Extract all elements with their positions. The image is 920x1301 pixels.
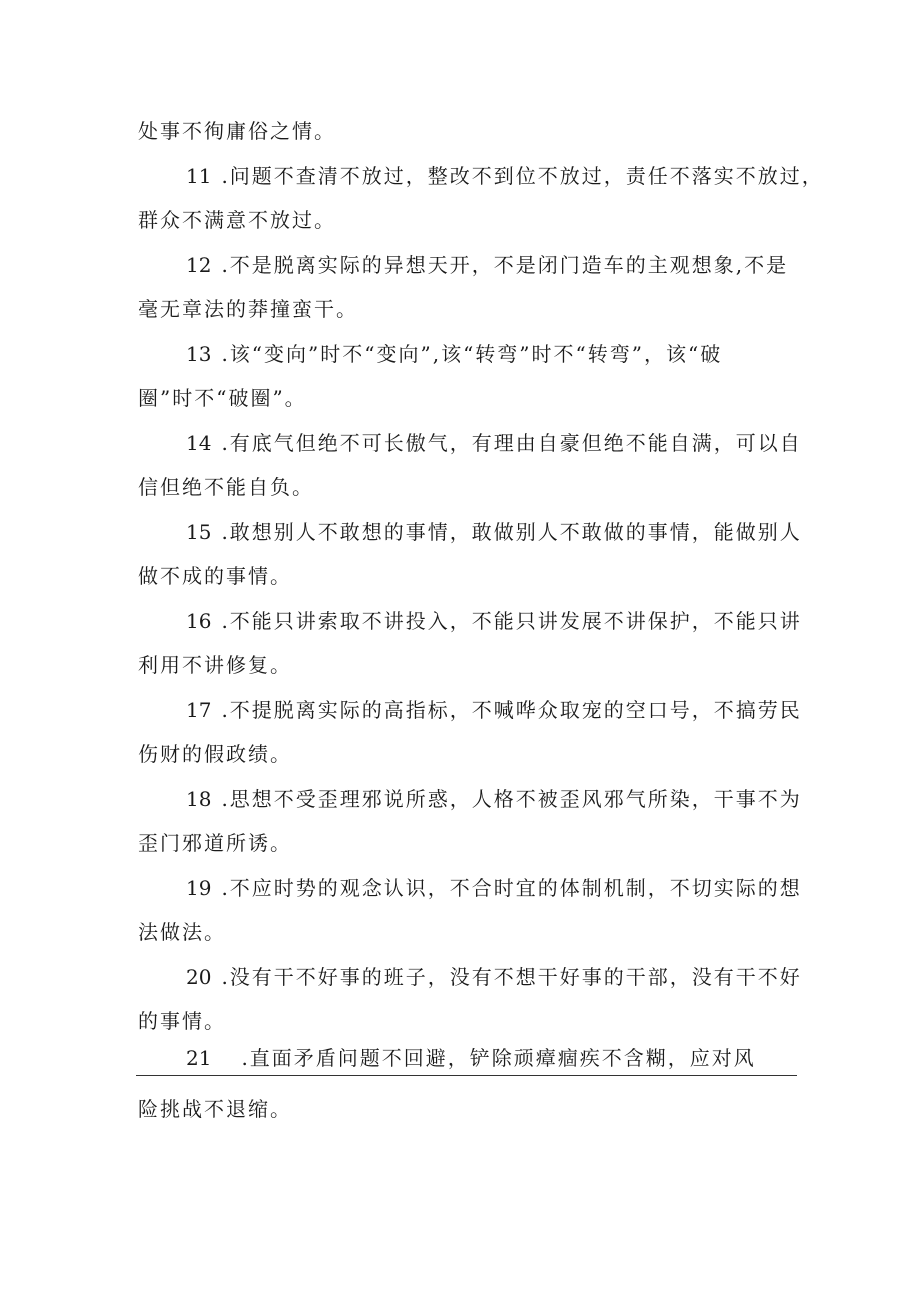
line-text: 群众不满意不放过。 [138, 208, 336, 232]
line-text: .问题不查清不放过，整改不到位不放过，责任不落实不放过， [221, 164, 824, 188]
line-text: .不应时势的观念认识，不合时宜的体制机制，不切实际的想 [221, 876, 802, 900]
line-text: 处事不徇庸俗之情。 [138, 119, 336, 143]
line-text: 利用不讲修复。 [138, 653, 292, 677]
line-text: 圈”时不“破圈”。 [138, 386, 307, 410]
line-text: 伤财的假政绩。 [138, 742, 292, 766]
line-text: .不是脱离实际的异想天开，不是闭门造车的主观想象,不是 [221, 253, 789, 277]
item-number: 19 [186, 876, 212, 900]
paragraph-line [138, 294, 798, 324]
list-item-17 [186, 695, 802, 725]
line-text: 的事情。 [138, 1009, 226, 1033]
list-item-20 [186, 962, 802, 992]
paragraph-line [138, 383, 798, 413]
item-number: 13 [186, 342, 212, 366]
line-text: .不能只讲索取不讲投入，不能只讲发展不讲保护，不能只讲 [221, 609, 802, 633]
paragraph-line [138, 1006, 798, 1036]
horizontal-rule [136, 1075, 797, 1076]
line-text: 歪门邪道所诱。 [138, 831, 292, 855]
paragraph-line [138, 561, 798, 591]
line-text: .不提脱离实际的高指标，不喊哗众取宠的空口号，不搞劳民 [221, 698, 802, 722]
list-item-16 [186, 606, 802, 636]
list-item-12 [186, 250, 798, 280]
list-item-14 [186, 428, 802, 458]
paragraph-line [138, 917, 798, 947]
item-number: 21 [186, 1046, 212, 1070]
line-text: .直面矛盾问题不回避，铲除顽瘴痼疾不含糊，应对风 [241, 1046, 756, 1070]
item-number: 20 [186, 965, 212, 989]
paragraph-line [138, 472, 798, 502]
paragraph-line [138, 1094, 798, 1124]
line-text: 信但绝不能自负。 [138, 475, 314, 499]
list-item-21 [186, 1043, 798, 1073]
line-text: 毫无章法的莽撞蛮干。 [138, 297, 358, 321]
line-text: .没有干不好事的班子，没有不想干好事的干部，没有干不好 [221, 965, 802, 989]
paragraph-line [138, 828, 798, 858]
item-number: 11 [186, 164, 212, 188]
line-text: .思想不受歪理邪说所惑，人格不被歪风邪气所染，干事不为 [221, 787, 802, 811]
item-number: 16 [186, 609, 212, 633]
line-text: 法做法。 [138, 920, 226, 944]
item-number: 15 [186, 520, 212, 544]
list-item-13 [186, 339, 798, 369]
paragraph-line [138, 205, 798, 235]
item-number: 17 [186, 698, 212, 722]
line-text: 做不成的事情。 [138, 564, 292, 588]
list-item-19 [186, 873, 802, 903]
item-number: 14 [186, 431, 212, 455]
line-text: 险挑战不退缩。 [138, 1097, 292, 1121]
item-number: 12 [186, 253, 212, 277]
paragraph-line [138, 650, 798, 680]
line-text: .敢想别人不敢想的事情，敢做别人不敢做的事情，能做别人 [221, 520, 802, 544]
line-text: .有底气但绝不可长傲气，有理由自豪但绝不能自满，可以自 [221, 431, 802, 455]
line-text: .该“变向”时不“变向”,该“转弯”时不“转弯”，该“破 [221, 342, 723, 366]
paragraph-line [138, 739, 798, 769]
list-item-18 [186, 784, 802, 814]
paragraph-line [138, 116, 798, 146]
list-item-15 [186, 517, 802, 547]
item-number: 18 [186, 787, 212, 811]
list-item-11 [186, 161, 824, 191]
